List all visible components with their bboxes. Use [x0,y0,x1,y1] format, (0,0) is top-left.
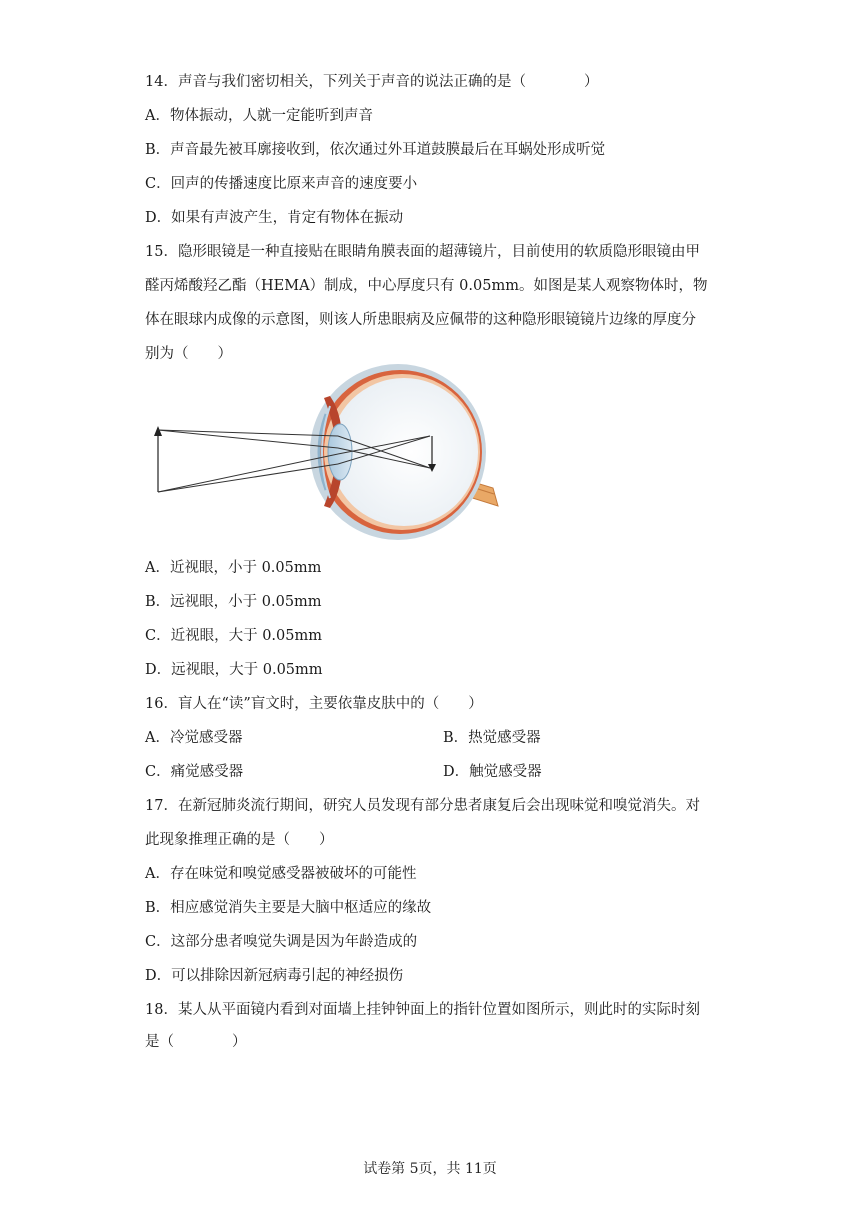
q15-stem-line-2: 醛丙烯酸羟乙酯（HEMA）制成，中心厚度只有 0.05mm。如图是某人观察物体时，物 [145,278,708,294]
q15-option-c[interactable]: C．近视眼，大于 0.05mm [145,628,322,644]
q17-stem-line-1: 17．在新冠肺炎流行期间，研究人员发现有部分患者康复后会出现味觉和嗅觉消失。对 [145,798,700,814]
page-footer: 试卷第 5页，共 11页 [363,1161,497,1177]
q16-stem: 16．盲人在“读”盲文时，主要依靠皮肤中的（ ） [145,696,483,712]
q17-stem-line-2: 此现象推理正确的是（ ） [145,832,334,848]
q17-option-d[interactable]: D．可以排除因新冠病毒引起的神经损伤 [145,968,404,984]
q15-stem-line-4: 别为（ ） [145,346,232,362]
q14-option-b[interactable]: B．声音最先被耳廓接收到，依次通过外耳道鼓膜最后在耳蜗处形成听觉 [145,142,606,158]
q18-stem-line-1: 18．某人从平面镜内看到对面墙上挂钟钟面上的指针位置如图所示，则此时的实际时刻 [145,1002,700,1018]
q15-option-a[interactable]: A．近视眼，小于 0.05mm [145,560,322,576]
light-ray [158,454,338,492]
eye-diagram [148,356,508,550]
q14-option-a[interactable]: A．物体振动，人就一定能听到声音 [145,108,373,124]
q15-stem-line-1: 15．隐形眼镜是一种直接贴在眼睛角膜表面的超薄镜片，目前使用的软质隐形眼镜由甲 [145,244,700,260]
q15-option-b[interactable]: B．远视眼，小于 0.05mm [145,594,322,610]
q16-option-b[interactable]: B．热觉感受器 [443,730,541,746]
eye-diagram-svg [148,356,508,546]
q14-option-c[interactable]: C．回声的传播速度比原来声音的速度要小 [145,176,418,192]
q15-option-d[interactable]: D．远视眼，大于 0.05mm [145,662,323,678]
q17-option-b[interactable]: B．相应感觉消失主要是大脑中枢适应的缘故 [145,900,432,916]
q14-option-d[interactable]: D．如果有声波产生，肯定有物体在振动 [145,210,404,226]
q16-option-a[interactable]: A．冷觉感受器 [145,730,243,746]
q15-stem-line-3: 体在眼球内成像的示意图，则该人所患眼病及应佩带的这种隐形眼镜镜片边缘的厚度分 [145,312,696,328]
q14-stem: 14．声音与我们密切相关，下列关于声音的说法正确的是（ ） [145,74,599,90]
q17-option-a[interactable]: A．存在味觉和嗅觉感受器被破坏的可能性 [145,866,417,882]
q18-stem-line-2: 是（ ） [145,1034,247,1050]
q17-option-c[interactable]: C．这部分患者嗅觉失调是因为年龄造成的 [145,934,418,950]
q16-option-d[interactable]: D．触觉感受器 [443,764,542,780]
q16-option-c[interactable]: C．痛觉感受器 [145,764,244,780]
light-ray [158,464,338,492]
